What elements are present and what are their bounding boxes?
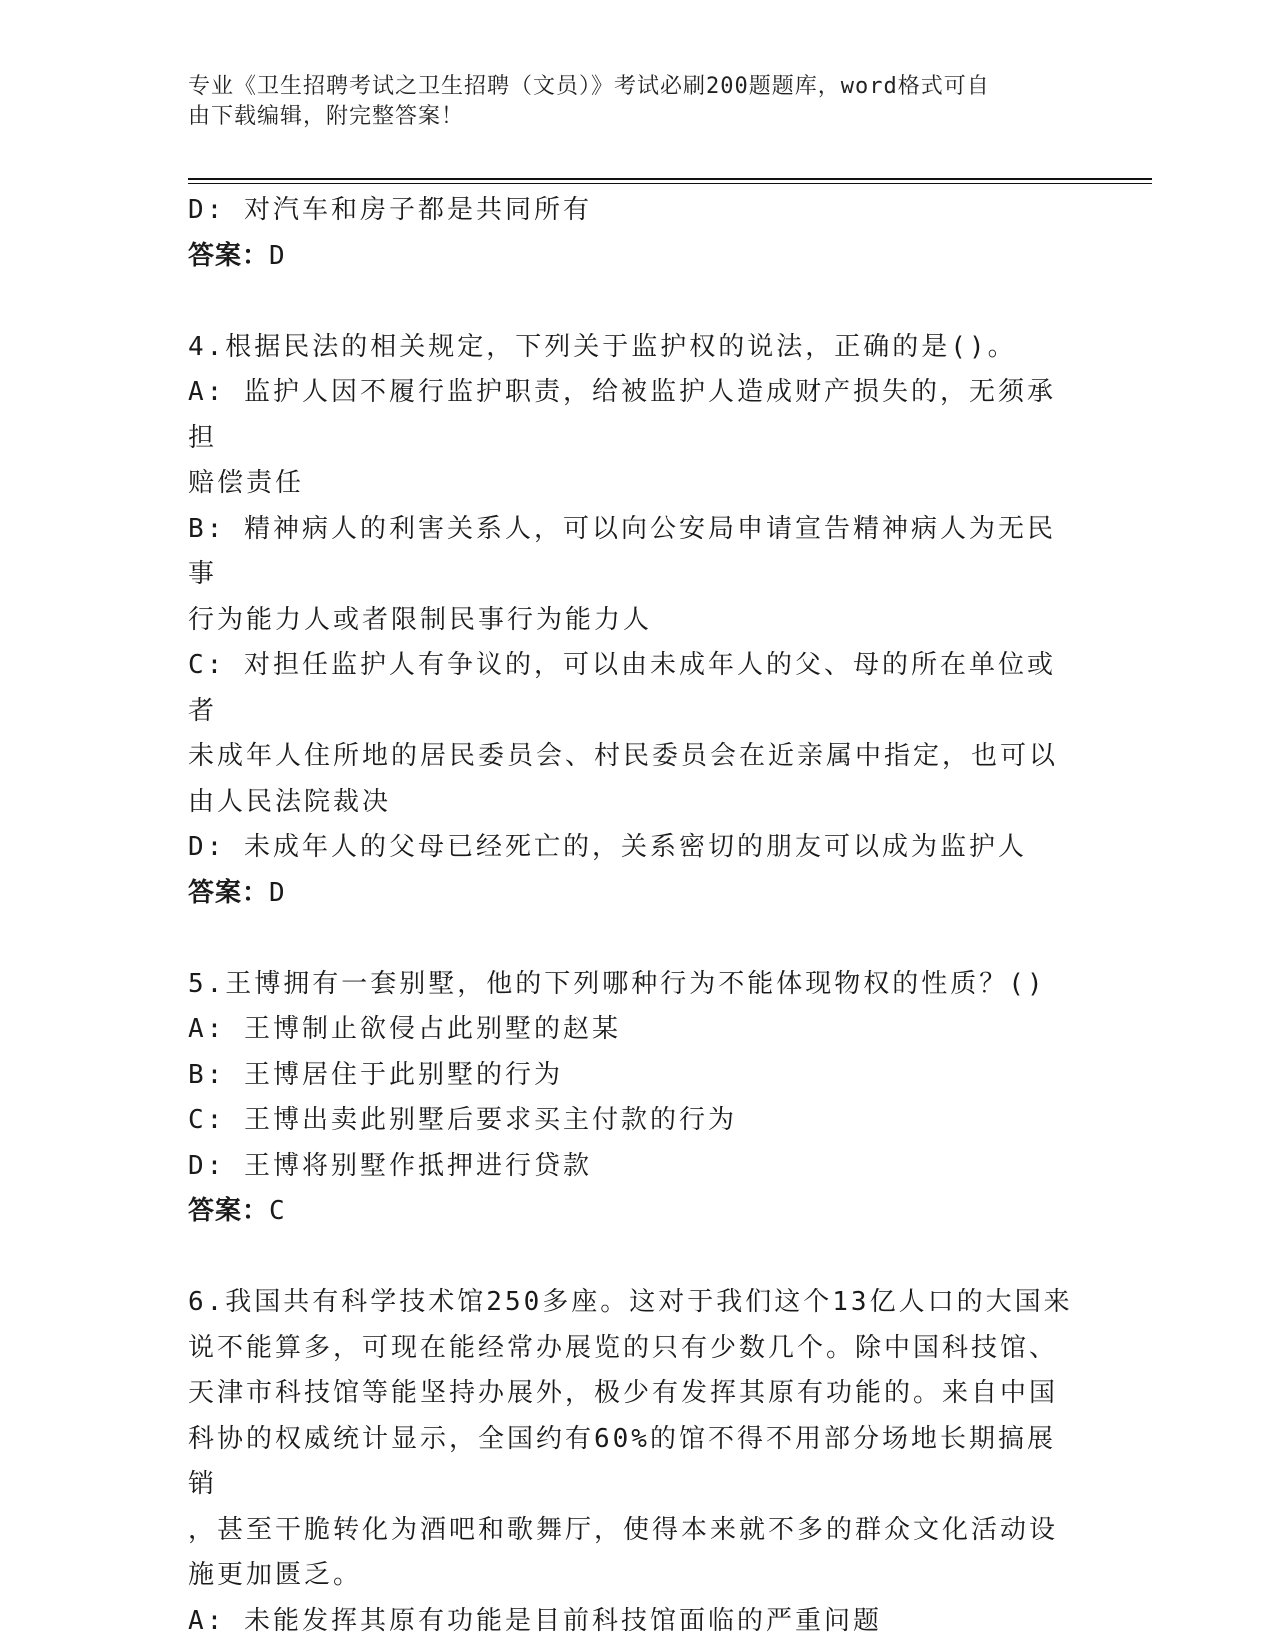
q6-stem-line4: 科协的权威统计显示，全国约有60%的馆不得不用部分场地长期搞展销	[188, 1423, 1056, 1499]
q4-answer	[188, 871, 1078, 917]
document-body	[188, 188, 1078, 1644]
answer-label: 答案：	[188, 1196, 270, 1226]
answer-value: D	[269, 877, 286, 908]
prev-option-d: D: 对汽车和房子都是共同所有	[188, 195, 592, 225]
q4-option-b-line2: 行为能力人或者限制民事行为能力人	[188, 604, 653, 635]
answer-value: D	[269, 240, 286, 271]
spacer	[188, 916, 1078, 962]
q5-option-b: B: 王博居住于此别墅的行为	[188, 1059, 563, 1090]
q6-option-a: A: 未能发挥其原有功能是目前科技馆面临的严重问题	[188, 1605, 882, 1636]
q4-option-c-line2: 未成年人住所地的居民委员会、村民委员会在近亲属中指定，也可以	[188, 741, 1059, 771]
header-rule-thick	[188, 178, 1152, 180]
q6-stem-line1: 6.我国共有科学技术馆250多座。这对于我们这个13亿人口的大国来	[188, 1287, 1073, 1317]
q4-stem: 4.根据民法的相关规定，下列关于监护权的说法，正确的是()。	[188, 331, 1017, 362]
page-header	[188, 72, 1068, 132]
q6-stem-line2: 说不能算多，可现在能经常办展览的只有少数几个。除中国科技馆、	[188, 1332, 1059, 1363]
spacer	[188, 279, 1078, 325]
q5-option-c: C: 王博出卖此别墅后要求买主付款的行为	[188, 1105, 737, 1135]
q4-option-c-line1: C: 对担任监护人有争议的，可以由未成年人的父、母的所在单位或者	[188, 650, 1056, 726]
q5-option-a: A: 王博制止欲侵占此别墅的赵某	[188, 1014, 621, 1044]
answer-label: 答案：	[188, 240, 270, 271]
q6-stem-line5: ，甚至干脆转化为酒吧和歌舞厅，使得本来就不多的群众文化活动设	[188, 1514, 1059, 1545]
header-rule-thin	[188, 183, 1152, 184]
q4-option-a-line1: A: 监护人因不履行监护职责，给被监护人造成财产损失的，无须承担	[188, 377, 1056, 453]
answer-label: 答案：	[188, 877, 270, 908]
q6-stem-line6: 施更加匮乏。	[188, 1560, 363, 1590]
q5-option-d: D: 王博将别墅作抵押进行贷款	[188, 1150, 592, 1181]
header-line-2: 由下载编辑，附完整答案！	[188, 104, 465, 129]
q5-stem: 5.王博拥有一套别墅，他的下列哪种行为不能体现物权的性质？()	[188, 968, 1046, 999]
q6-stem-line3: 天津市科技馆等能坚持办展外，极少有发挥其原有功能的。来自中国	[188, 1378, 1059, 1408]
q4-option-d: D: 未成年人的父母已经死亡的，关系密切的朋友可以成为监护人	[188, 832, 1027, 862]
spacer	[188, 1235, 1078, 1281]
q4-option-a-line2: 赔偿责任	[188, 468, 305, 498]
q4-option-b-line1: B: 精神病人的利害关系人，可以向公安局申请宣告精神病人为无民事	[188, 513, 1056, 589]
q5-answer	[188, 1189, 1078, 1235]
answer-value: C	[269, 1196, 286, 1226]
prev-answer	[188, 234, 1078, 280]
header-line-1: 专业《卫生招聘考试之卫生招聘（文员）》考试必刷200题题库，word格式可自	[188, 74, 990, 99]
q4-option-c-line3: 由人民法院裁决	[188, 786, 392, 817]
